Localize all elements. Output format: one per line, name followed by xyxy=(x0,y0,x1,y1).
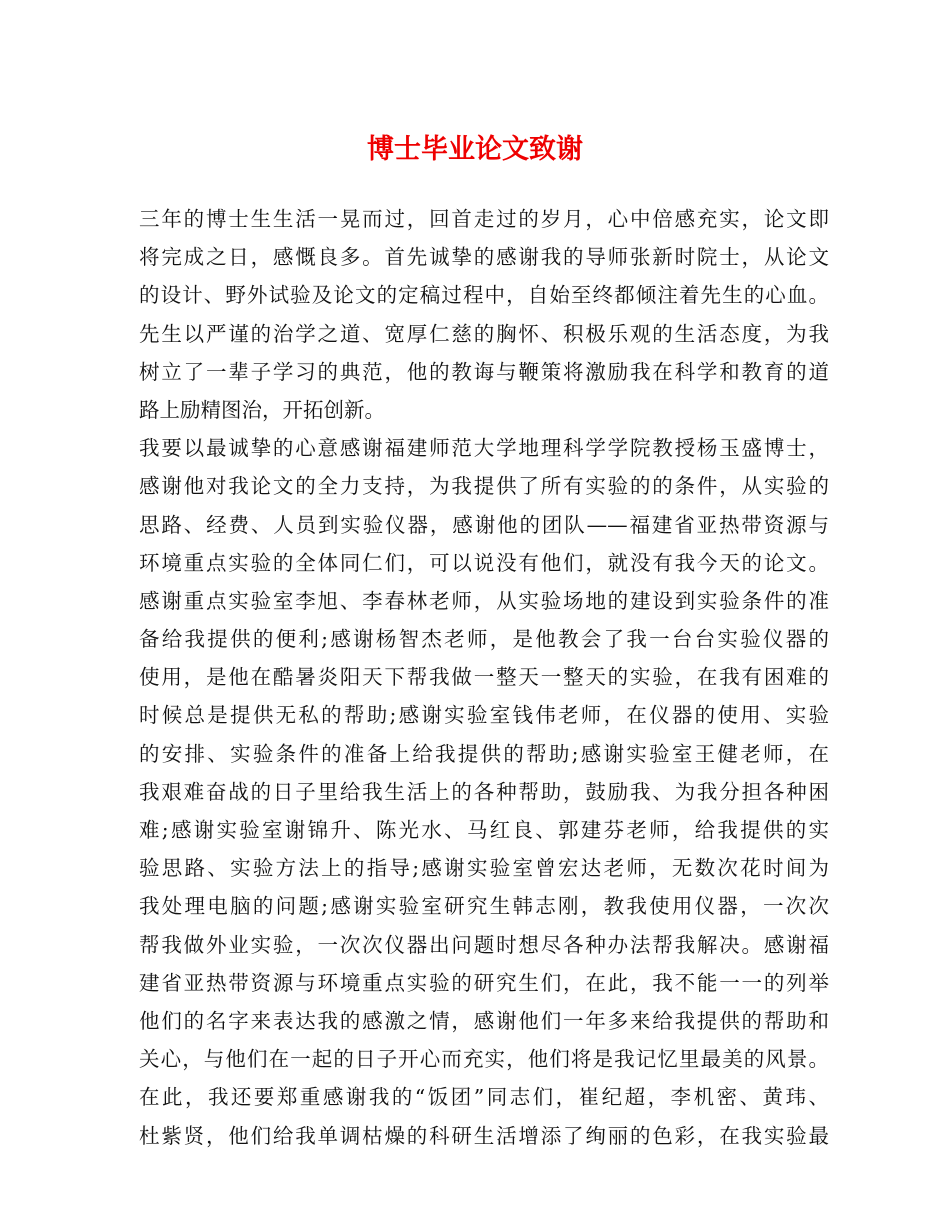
text-line: 路上励精图治，开拓创新。 xyxy=(139,397,385,422)
text-line: 帮我做外业实验，一次次仪器出问题时想尽各种办法帮我解决。感谢福 xyxy=(139,932,829,957)
text-line: 关心，与他们在一起的日子开心而充实，他们将是我记忆里最美的风景。 xyxy=(139,1047,829,1072)
text-line: 使用，是他在酷暑炎阳天下帮我做一整天一整天的实验，在我有困难的 xyxy=(139,665,829,690)
text-line: 感谢他对我论文的全力支持，为我提供了所有实验的的条件，从实验的 xyxy=(139,474,829,499)
acknowledgement-body xyxy=(139,200,829,1155)
document-title: 博士毕业论文致谢 xyxy=(367,134,583,165)
text-line: 三年的博士生生活一晃而过，回首走过的岁月，心中倍感充实，论文即 xyxy=(139,207,829,231)
text-line: 思路、经费、人员到实验仪器，感谢他的团队——福建省亚热带资源与 xyxy=(139,512,829,537)
text-line: 我处理电脑的问题;感谢实验室研究生韩志刚，教我使用仪器，一次次 xyxy=(139,894,829,919)
text-line: 我要以最诚挚的心意感谢福建师范大学地理科学学院教授杨玉盛博士， xyxy=(139,436,829,461)
text-line: 将完成之日，感慨良多。首先诚挚的感谢我的导师张新时院士，从论文 xyxy=(139,245,829,270)
text-line: 先生以严谨的治学之道、宽厚仁慈的胸怀、积极乐观的生活态度，为我 xyxy=(139,321,829,346)
text-line: 建省亚热带资源与环境重点实验的研究生们，在此，我不能一一的列举 xyxy=(139,970,829,995)
text-line: 验思路、实验方法上的指导;感谢实验室曾宏达老师，无数次花时间为 xyxy=(139,856,829,881)
text-line: 难;感谢实验室谢锦升、陈光水、马红良、郭建芬老师，给我提供的实 xyxy=(139,818,829,842)
text-line: 杜紫贤，他们给我单调枯燥的科研生活增添了绚丽的色彩，在我实验最 xyxy=(139,1123,829,1148)
text-line: 树立了一辈子学习的典范，他的教诲与鞭策将激励我在科学和教育的道 xyxy=(139,359,829,384)
text-line: 在此，我还要郑重感谢我的“饭团”同志们，崔纪超，李机密、黄玮、 xyxy=(139,1085,829,1110)
text-line: 的安排、实验条件的准备上给我提供的帮助;感谢实验室王健老师，在 xyxy=(139,741,829,766)
text-line: 环境重点实验的全体同仁们，可以说没有他们，就没有我今天的论文。 xyxy=(139,550,829,575)
text-line: 备给我提供的便利;感谢杨智杰老师，是他教会了我一台台实验仪器的 xyxy=(139,627,829,652)
text-line: 的设计、野外试验及论文的定稿过程中，自始至终都倾注着先生的心血。 xyxy=(139,283,829,308)
text-line: 感谢重点实验室李旭、李春林老师，从实验场地的建设到实验条件的准 xyxy=(139,588,829,613)
text-line: 他们的名字来表达我的感激之情，感谢他们一年多来给我提供的帮助和 xyxy=(139,1008,829,1033)
text-line: 我艰难奋战的日子里给我生活上的各种帮助，鼓励我、为我分担各种困 xyxy=(139,779,829,804)
text-line: 时候总是提供无私的帮助;感谢实验室钱伟老师，在仪器的使用、实验 xyxy=(139,703,829,728)
